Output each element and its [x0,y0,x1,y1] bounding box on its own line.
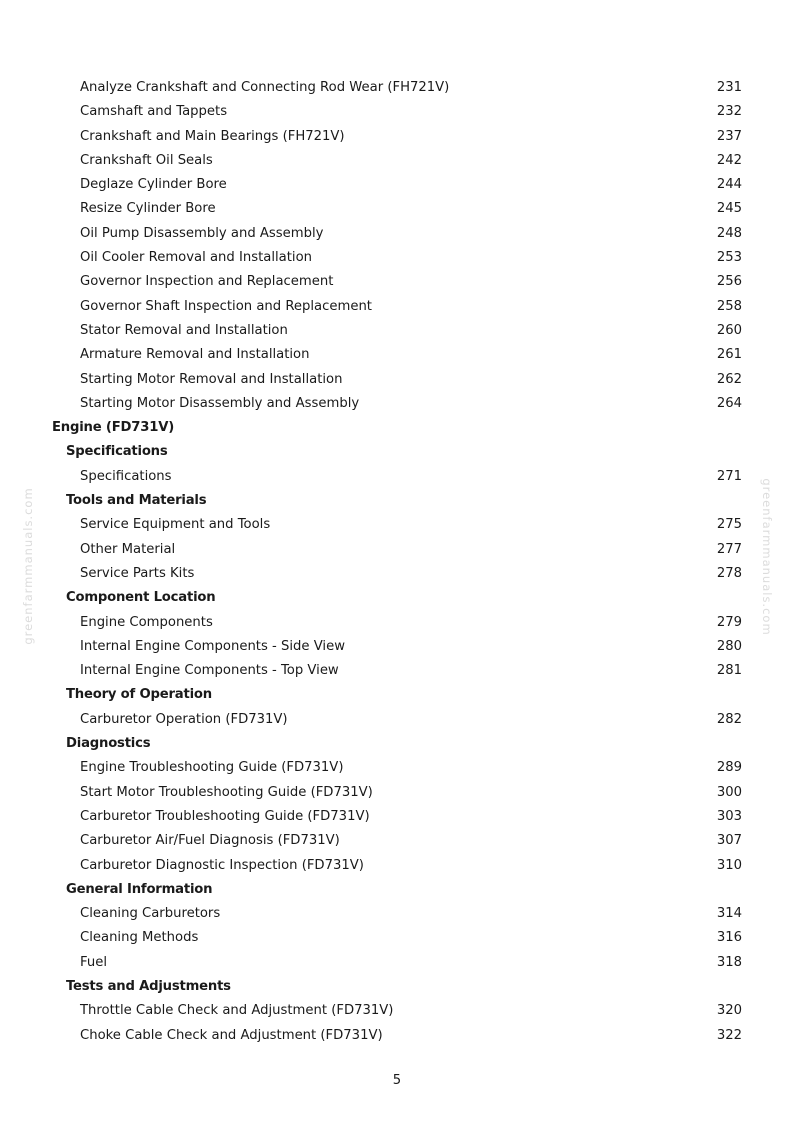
toc-entry[interactable] [0,125,794,149]
toc-entry[interactable] [0,222,794,246]
toc-entry-title: Engine (FD731V) [52,420,175,436]
toc-entry[interactable] [0,270,794,294]
toc-entry-title: Oil Cooler Removal and Installation [80,250,313,266]
toc-entry[interactable] [0,513,794,537]
toc-entry[interactable] [0,635,794,659]
watermark-left: greenfarmmanuals.com [21,487,35,645]
toc-entry-page: 258 [716,298,742,314]
toc-entry[interactable] [0,295,794,319]
toc-entry-title: Theory of Operation [66,687,212,703]
toc-entry-page: 281 [716,663,742,679]
toc-entry[interactable] [0,343,794,367]
toc-entry[interactable] [0,76,794,100]
toc-entry-page: 289 [716,760,742,776]
toc-entry-title: Cleaning Carburetors [80,906,221,922]
toc-entry[interactable] [0,368,794,392]
toc-entry[interactable] [0,149,794,173]
toc-entry-title: Diagnostics [66,736,151,752]
toc-entry-title: Engine Components [80,614,213,630]
toc-entry-title: Carburetor Air/Fuel Diagnosis (FD731V) [80,833,340,849]
toc-entry-page: 262 [716,371,742,387]
toc-section-heading[interactable] [0,586,794,610]
toc-entry-page: 275 [716,517,742,533]
toc-entry[interactable] [0,173,794,197]
toc-entry-page: 307 [716,833,742,849]
table-of-contents [0,76,794,1048]
toc-entry-title: Crankshaft Oil Seals [80,152,213,168]
toc-entry[interactable] [0,100,794,124]
toc-entry-page: 278 [716,565,742,581]
toc-entry-page: 314 [716,906,742,922]
toc-entry-title: Carburetor Diagnostic Inspection (FD731V) [80,857,364,873]
toc-entry[interactable] [0,829,794,853]
toc-entry[interactable] [0,926,794,950]
toc-entry-page: 303 [716,808,742,824]
toc-entry-page: 280 [716,638,742,654]
toc-entry-title: Component Location [66,590,216,606]
toc-section-heading[interactable] [0,489,794,513]
toc-entry-page: 310 [716,857,742,873]
toc-entry-title: Tests and Adjustments [66,978,231,994]
toc-entry[interactable] [0,659,794,683]
toc-entry-title: Choke Cable Check and Adjustment (FD731V) [80,1027,383,1043]
toc-entry-title: Crankshaft and Main Bearings (FH721V) [80,128,345,144]
toc-entry[interactable] [0,902,794,926]
toc-entry[interactable] [0,319,794,343]
toc-entry-title: Throttle Cable Check and Adjustment (FD731V) [80,1003,394,1019]
toc-entry-page: 260 [716,322,742,338]
toc-entry[interactable] [0,951,794,975]
toc-entry[interactable] [0,805,794,829]
page-number: 5 [392,1073,402,1088]
toc-entry-page: 231 [716,80,742,95]
toc-entry-page: 279 [716,614,742,630]
toc-entry-title: Internal Engine Components - Top View [80,663,339,679]
toc-entry-title: Governor Shaft Inspection and Replacement [80,298,372,314]
toc-entry-page: 264 [716,395,742,411]
toc-entry[interactable] [0,999,794,1023]
toc-entry[interactable] [0,611,794,635]
watermark-right: greenfarmmanuals.com [760,478,774,636]
toc-entry-page: 318 [716,954,742,970]
toc-entry-title: Other Material [80,541,176,557]
toc-entry-page: 237 [716,128,742,144]
toc-section-heading[interactable] [0,732,794,756]
toc-entry-title: Armature Removal and Installation [80,347,310,363]
toc-entry[interactable] [0,781,794,805]
toc-entry-page: 261 [716,347,742,363]
toc-entry-title: Internal Engine Components - Side View [80,638,345,654]
toc-entry-page: 300 [716,784,742,800]
toc-entry-page: 242 [716,152,742,168]
toc-section-heading[interactable] [0,975,794,999]
toc-entry[interactable] [0,538,794,562]
toc-entry-title: Deglaze Cylinder Bore [80,177,227,193]
toc-entry-title: Oil Pump Disassembly and Assembly [80,225,324,241]
toc-entry-page: 277 [716,541,742,557]
toc-entry-title: Resize Cylinder Bore [80,201,216,217]
toc-entry-title: Analyze Crankshaft and Connecting Rod Wear (FH721V) [80,80,450,95]
toc-entry-title: Service Equipment and Tools [80,517,271,533]
toc-entry-page: 244 [716,177,742,193]
toc-entry[interactable] [0,756,794,780]
toc-entry-title: Start Motor Troubleshooting Guide (FD731V) [80,784,373,800]
toc-entry-title: Service Parts Kits [80,565,195,581]
toc-entry-title: Carburetor Operation (FD731V) [80,711,288,727]
toc-entry[interactable] [0,708,794,732]
toc-entry-title: Specifications [66,444,168,460]
toc-section-heading[interactable] [0,683,794,707]
toc-section-heading[interactable] [0,440,794,464]
toc-entry-title: Cleaning Methods [80,930,199,946]
toc-entry-title: Starting Motor Removal and Installation [80,371,343,387]
toc-entry[interactable] [0,854,794,878]
toc-entry-page: 320 [716,1003,742,1019]
toc-entry-page: 245 [716,201,742,217]
toc-entry-page: 253 [716,250,742,266]
toc-entry[interactable] [0,465,794,489]
toc-entry-page: 256 [716,274,742,290]
toc-entry-title: Engine Troubleshooting Guide (FD731V) [80,760,344,776]
toc-entry-title: Starting Motor Disassembly and Assembly [80,395,360,411]
toc-entry-title: Fuel [80,954,107,970]
toc-entry-page: 232 [716,104,742,120]
toc-entry-title: Carburetor Troubleshooting Guide (FD731V) [80,808,370,824]
toc-section-heading[interactable] [0,416,794,440]
toc-entry-title: Tools and Materials [66,493,207,509]
toc-entry-page: 316 [716,930,742,946]
toc-entry-title: General Information [66,881,213,897]
toc-entry[interactable] [0,562,794,586]
toc-section-heading[interactable] [0,878,794,902]
toc-entry[interactable] [0,1024,794,1048]
toc-entry-title: Governor Inspection and Replacement [80,274,334,290]
toc-entry-page: 322 [716,1027,742,1043]
toc-entry[interactable] [0,197,794,221]
toc-entry-title: Specifications [80,468,172,484]
toc-entry[interactable] [0,246,794,270]
toc-entry[interactable] [0,392,794,416]
toc-entry-title: Stator Removal and Installation [80,322,288,338]
toc-entry-page: 271 [716,468,742,484]
toc-entry-page: 282 [716,711,742,727]
toc-entry-page: 248 [716,225,742,241]
toc-entry-title: Camshaft and Tappets [80,104,228,120]
